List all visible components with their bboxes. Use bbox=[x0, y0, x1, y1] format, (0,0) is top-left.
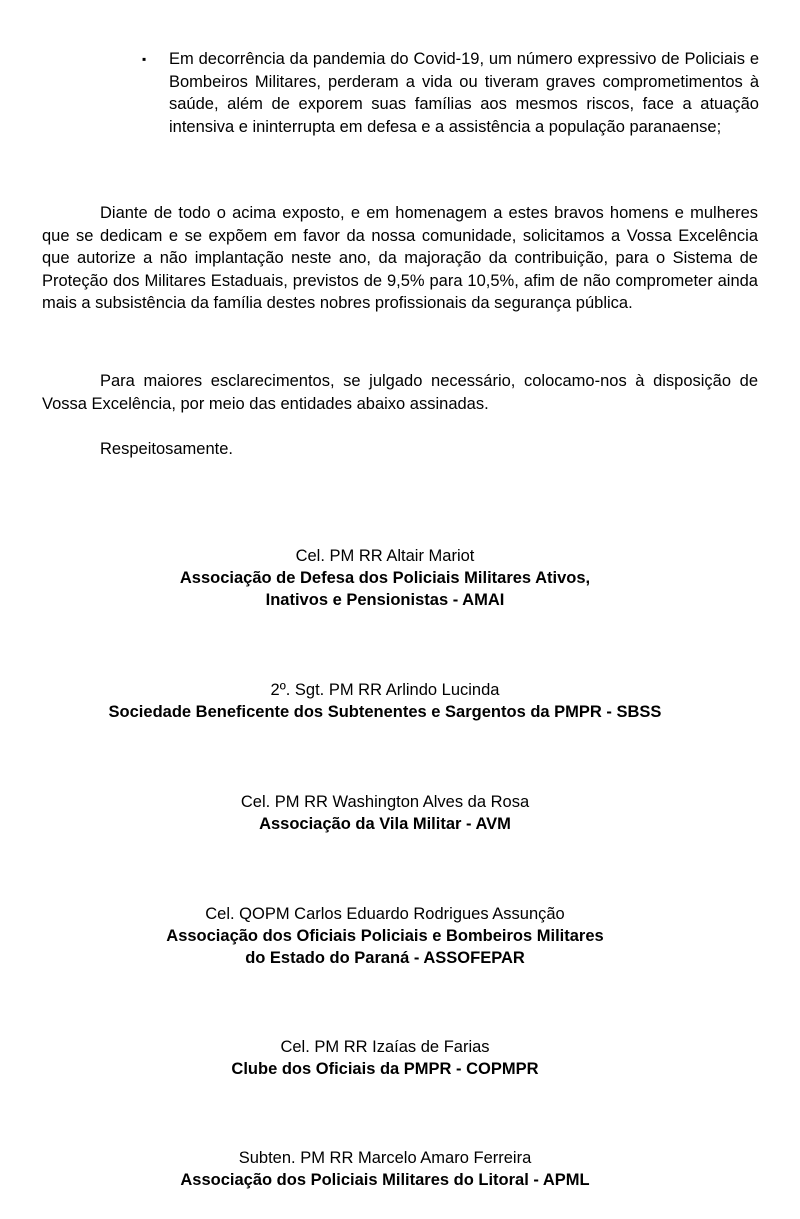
signatory-name: 2º. Sgt. PM RR Arlindo Lucinda bbox=[270, 681, 500, 699]
signatory-name: Subten. PM RR Marcelo Amaro Ferreira bbox=[238, 1149, 532, 1167]
signature-block-amai bbox=[0, 545, 770, 611]
paragraph-availability: Para maiores esclarecimentos, se julgado necessário, colocamo-nos à disposição de Vossa Excelência, por meio das entidades abaixo assinadas. bbox=[42, 372, 758, 413]
organization-name: Clube dos Oficiais da PMPR - COPMPR bbox=[231, 1060, 539, 1078]
signature-block-copmpr bbox=[0, 1036, 770, 1080]
organization-name: Associação dos Oficiais Policiais e Bombeiros Militares bbox=[166, 927, 604, 945]
organization-name-continued: do Estado do Paraná - ASSOFEPAR bbox=[245, 949, 525, 967]
signature-block-avm bbox=[0, 791, 770, 835]
bullet-marker: ▪ bbox=[142, 52, 147, 66]
signatory-name: Cel. PM RR Altair Mariot bbox=[295, 547, 475, 565]
organization-name: Associação de Defesa dos Policiais Militares Ativos, bbox=[179, 569, 591, 587]
signatory-name: Cel. PM RR Izaías de Farias bbox=[280, 1038, 490, 1056]
paragraph-request: Diante de todo o acima exposto, e em homenagem a estes bravos homens e mulheres que se dedicam e se expõem em favor da nossa comunidade, solicitamos a Vossa Excelência que autorize a não implantação neste ano, da majoração da contribuição, para o Sistema de Proteção dos Militares Estaduais, previstos de 9,5% para 10,5%, afim de não comprometer ainda mais a subsistência da família destes nobres profissionais da segurança pública. bbox=[42, 204, 758, 312]
organization-name: Sociedade Beneficente dos Subtenentes e Sargentos da PMPR - SBSS bbox=[108, 703, 662, 721]
organization-name: Associação da Vila Militar - AVM bbox=[259, 815, 511, 833]
signature-block-apml bbox=[0, 1147, 770, 1191]
signature-block-sbss bbox=[0, 679, 770, 723]
organization-name: Associação dos Policiais Militares do Litoral - APML bbox=[180, 1171, 590, 1189]
signatory-name: Cel. QOPM Carlos Eduardo Rodrigues Assunção bbox=[205, 905, 565, 923]
closing-salutation: Respeitosamente. bbox=[100, 440, 233, 458]
organization-name-continued: Inativos e Pensionistas - AMAI bbox=[265, 591, 505, 609]
bullet-text: Em decorrência da pandemia do Covid-19, um número expressivo de Policiais e Bombeiros Militares, perderam a vida ou tiveram graves comprometimentos à saúde, além de exporem suas famílias aos mesmos riscos, face a atuação intensiva e ininterrupta em defesa e a assistência a população paranaense; bbox=[169, 50, 759, 136]
signatory-name: Cel. PM RR Washington Alves da Rosa bbox=[240, 793, 530, 811]
signature-block-assofepar bbox=[0, 903, 770, 969]
